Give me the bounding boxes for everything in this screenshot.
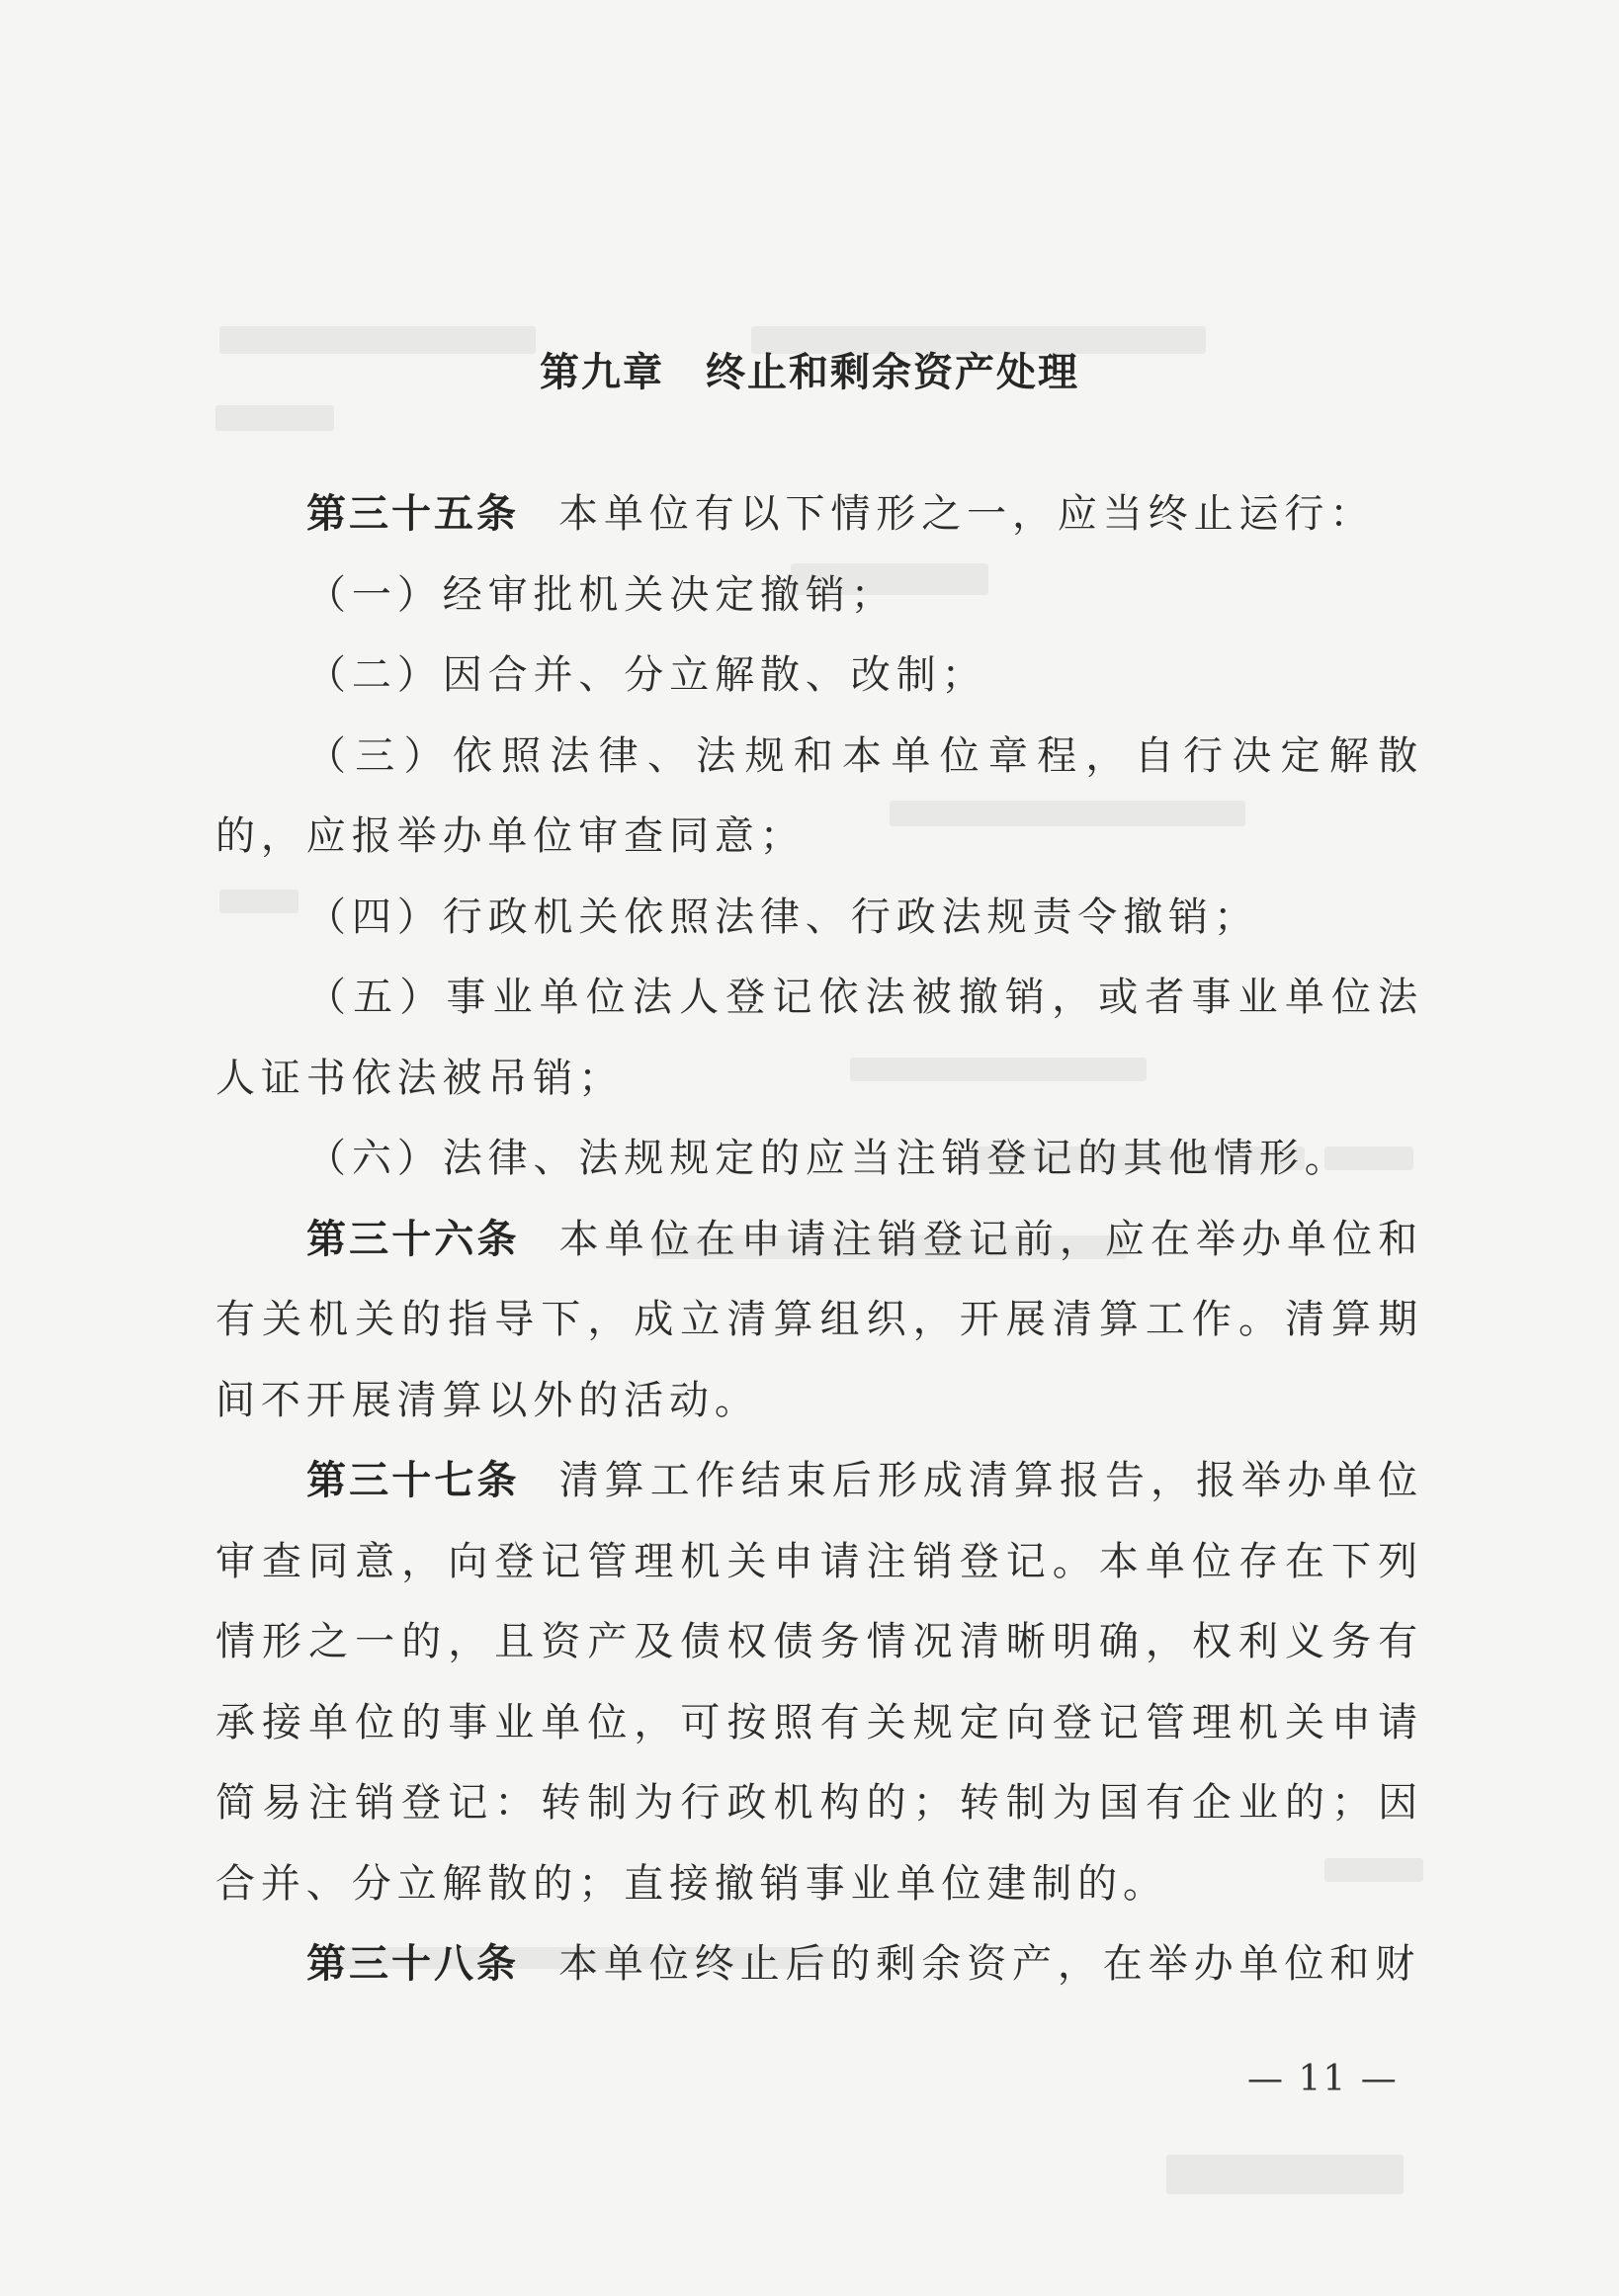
article-heading: 第三十六条 [306, 1216, 520, 1262]
article-36 [215, 1200, 1423, 1442]
article-heading: 第三十五条 [306, 491, 519, 537]
list-item: （四）行政机关依照法律、行政法规责令撤销； [306, 893, 1259, 940]
article-37 [215, 1441, 1423, 1924]
article-text: 本单位有以下情形之一，应当终止运行： [558, 491, 1376, 537]
list-item: （五）事业单位法人登记依法被撤销，或者事业单位法人证书依法被吊销； [215, 975, 1423, 1101]
article-35 [215, 474, 1423, 555]
list-item: （六）法律、法规规定的应当注销登记的其他情形。 [306, 1136, 1350, 1181]
document-body [215, 474, 1423, 2005]
bleed-through-mark [1166, 2155, 1404, 2194]
bleed-through-mark [215, 405, 334, 431]
list-item: （一）经审批机关决定撤销； [306, 571, 896, 618]
chapter-title: 第九章 终止和剩余资产处理 [540, 349, 1079, 395]
article-heading: 第三十七条 [306, 1458, 520, 1503]
page-number: — 11 — [1247, 2059, 1399, 2099]
article-text: 本单位终止后的剩余资产，在举办单位和财 [558, 1941, 1421, 1987]
article-heading: 第三十八条 [306, 1941, 519, 1987]
article-text: 本单位在申请注销登记前，应在举办单位和有关机关的指导下，成立清算组织，开展清算工作。清算期间不开展清算以外的活动。 [215, 1216, 1424, 1423]
list-item: （二）因合并、分立解散、改制； [306, 652, 987, 698]
article-38 [215, 1924, 1423, 2005]
list-item: （三）依照法律、法规和本单位章程，自行决定解散的，应报举办单位审查同意； [215, 732, 1423, 859]
article-text: 清算工作结束后形成清算报告，报举办单位审查同意，向登记管理机关申请注销登记。本单位存在下列情形之一的，且资产及债权债务情况清晰明确，权利义务有承接单位的事业单位，可按照有关规定向登记管理机关申请简易注销登记：转制为行政机构的；转制为国有企业的；因合并、分立解散的；直接撤销事业单位建制的。 [215, 1458, 1424, 1907]
